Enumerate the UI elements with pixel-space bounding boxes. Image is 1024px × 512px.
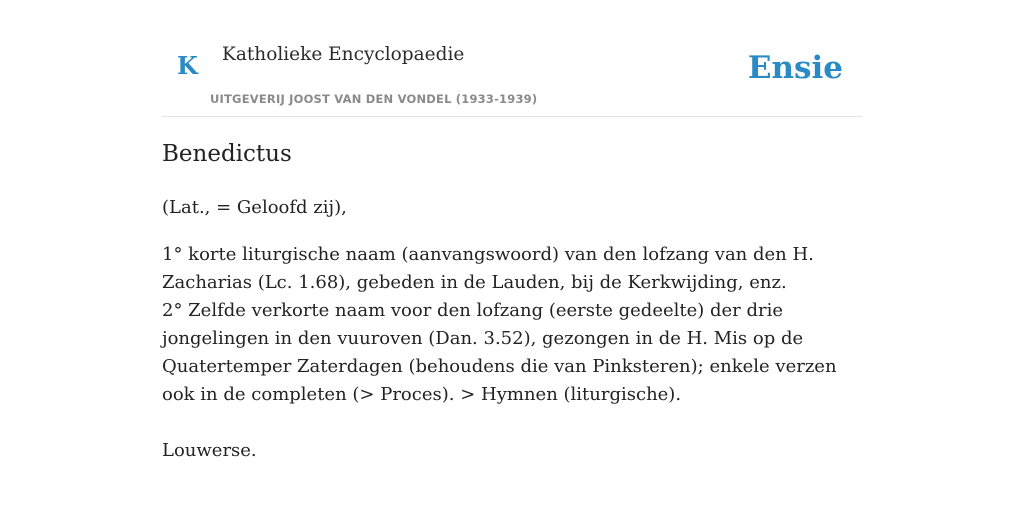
publication-logo[interactable]: K [177, 51, 198, 80]
article-author: Louwerse. [162, 440, 257, 461]
article-lead: (Lat., = Geloofd zij), [162, 197, 347, 218]
publication-subtitle: UITGEVERIJ JOOST VAN DEN VONDEL (1933-1939) [210, 92, 538, 106]
article-line-2: 2° Zelfde verkorte naam voor den lofzang (eerste gedeelte) der drie jongelingen in den vuuroven (Dan. 3.52), gezongen in de H. Mis op de Quatertemper Zaterdagen (behoudens die van Pinksteren); enkele verzen ook in de completen (> Proces). > Hymnen (liturgische). [162, 300, 837, 405]
article-body [162, 241, 862, 409]
article-line-1: 1° korte liturgische naam (aanvangswoord) van den lofzang van den H. Zacharias (Lc. 1.68), gebeden in de Lauden, bij de Kerkwijding, enz. [162, 244, 814, 293]
article-title: Benedictus [162, 141, 292, 167]
site-header [162, 0, 862, 117]
article [162, 138, 862, 465]
publication-title[interactable]: Katholieke Encyclopaedie [222, 44, 465, 65]
brand-logo[interactable]: Ensie [747, 50, 843, 86]
